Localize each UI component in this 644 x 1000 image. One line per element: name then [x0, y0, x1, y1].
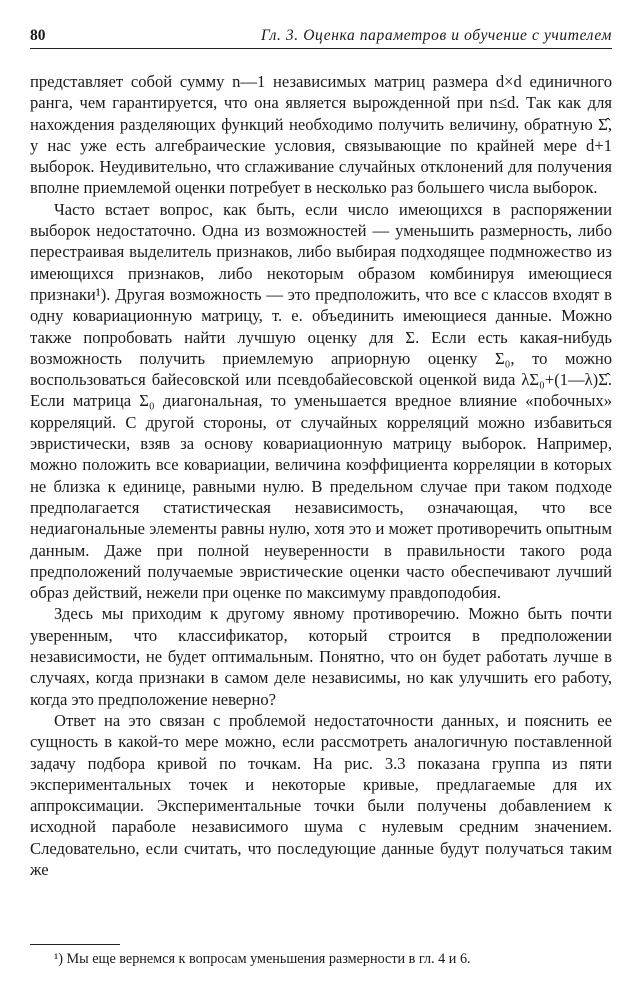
paragraph: Ответ на это связан с проблемой недостаточности данных, и пояснить ее сущность в какой-то мере можно, если рассмотреть аналогичную поставленной задачу подбора кривой по точкам. На рис. 3.3 показана группа из пяти экспериментальных точек и некоторые кривые, предлагаемые для их аппроксимации. Экспериментальные точки были получены добавлением к исходной параболе независимого шума с нулевым средним значением. Следовательно, если считать, что последующие данные будут получаться таким же	[30, 710, 612, 879]
footnote: ¹) Мы еще вернемся к вопросам уменьшения размерности в гл. 4 и 6.	[54, 951, 471, 967]
running-head	[30, 26, 612, 49]
footnote-divider	[30, 944, 120, 945]
paragraph: Здесь мы приходим к другому явному противоречию. Можно быть почти уверенным, что классификатор, который строится в предположении независимости, не будет оптимальным. Понятно, что он будет работать лучше в случаях, когда признаки в самом деле независимы, но как улучшить его работу, когда это предположение неверно?	[30, 604, 612, 709]
book-page	[30, 26, 612, 967]
paragraph-continued: представляет собой сумму n—1 независимых матриц размера d×d единичного ранга, чем гарантируется, что она является вырожденной при n≤d. Так как для нахождения разделяющих функций необходимо получить величину, обратную Σ̂, у нас уже есть алгебраические условия, связывающие по крайней мере d+1 выборок. Неудивительно, что сглаживание случайных отклонений для получения вполне приемлемой оценки потребует в несколько раз большего числа выборок.	[30, 72, 612, 198]
paragraph: Часто встает вопрос, как быть, если число имеющихся в распоряжении выборок недостаточно. Одна из возможностей — уменьшить размерность, либо перестраивая выделитель признаков, либо выбирая подходящее подмножество из имеющихся признаков, либо некоторым образом комбинируя имеющиеся признаки¹). Другая возможность — это предположить, что все c классов входят в одну ковариационную матрицу, т. е. объединить имеющиеся данные. Можно также попробовать найти лучшую оценку для Σ. Если есть какая-нибудь возможность получить приемлемую априорную оценку Σ₀, то можно воспользоваться байесовской или псевдобайесовской оценкой вида λΣ₀+(1—λ)Σ̂. Если матрица Σ₀ диагональная, то уменьшается вредное влияние «побочных» корреляций. С другой стороны, от случайных корреляций можно избавиться эвристически, взяв за основу ковариационную матрицу выборок. Например, можно положить все ковариации, величина коэффициента корреляции в которых не близка к единице, равными нулю. В предельном случае при таком подходе предполагается статистическая независимость, означающая, что все недиагональные элементы равны нулю, хотя это и может противоречить опытным данным. Даже при полной неуверенности в правильности такого рода предположений получаемые эвристические оценки часто обеспечивают лучший образ действий, нежели при оценке по максимуму правдоподобия.	[30, 199, 612, 603]
chapter-title: Гл. 3. Оценка параметров и обучение с учителем	[261, 27, 612, 44]
page-number: 80	[30, 27, 46, 44]
body-text	[30, 71, 612, 880]
